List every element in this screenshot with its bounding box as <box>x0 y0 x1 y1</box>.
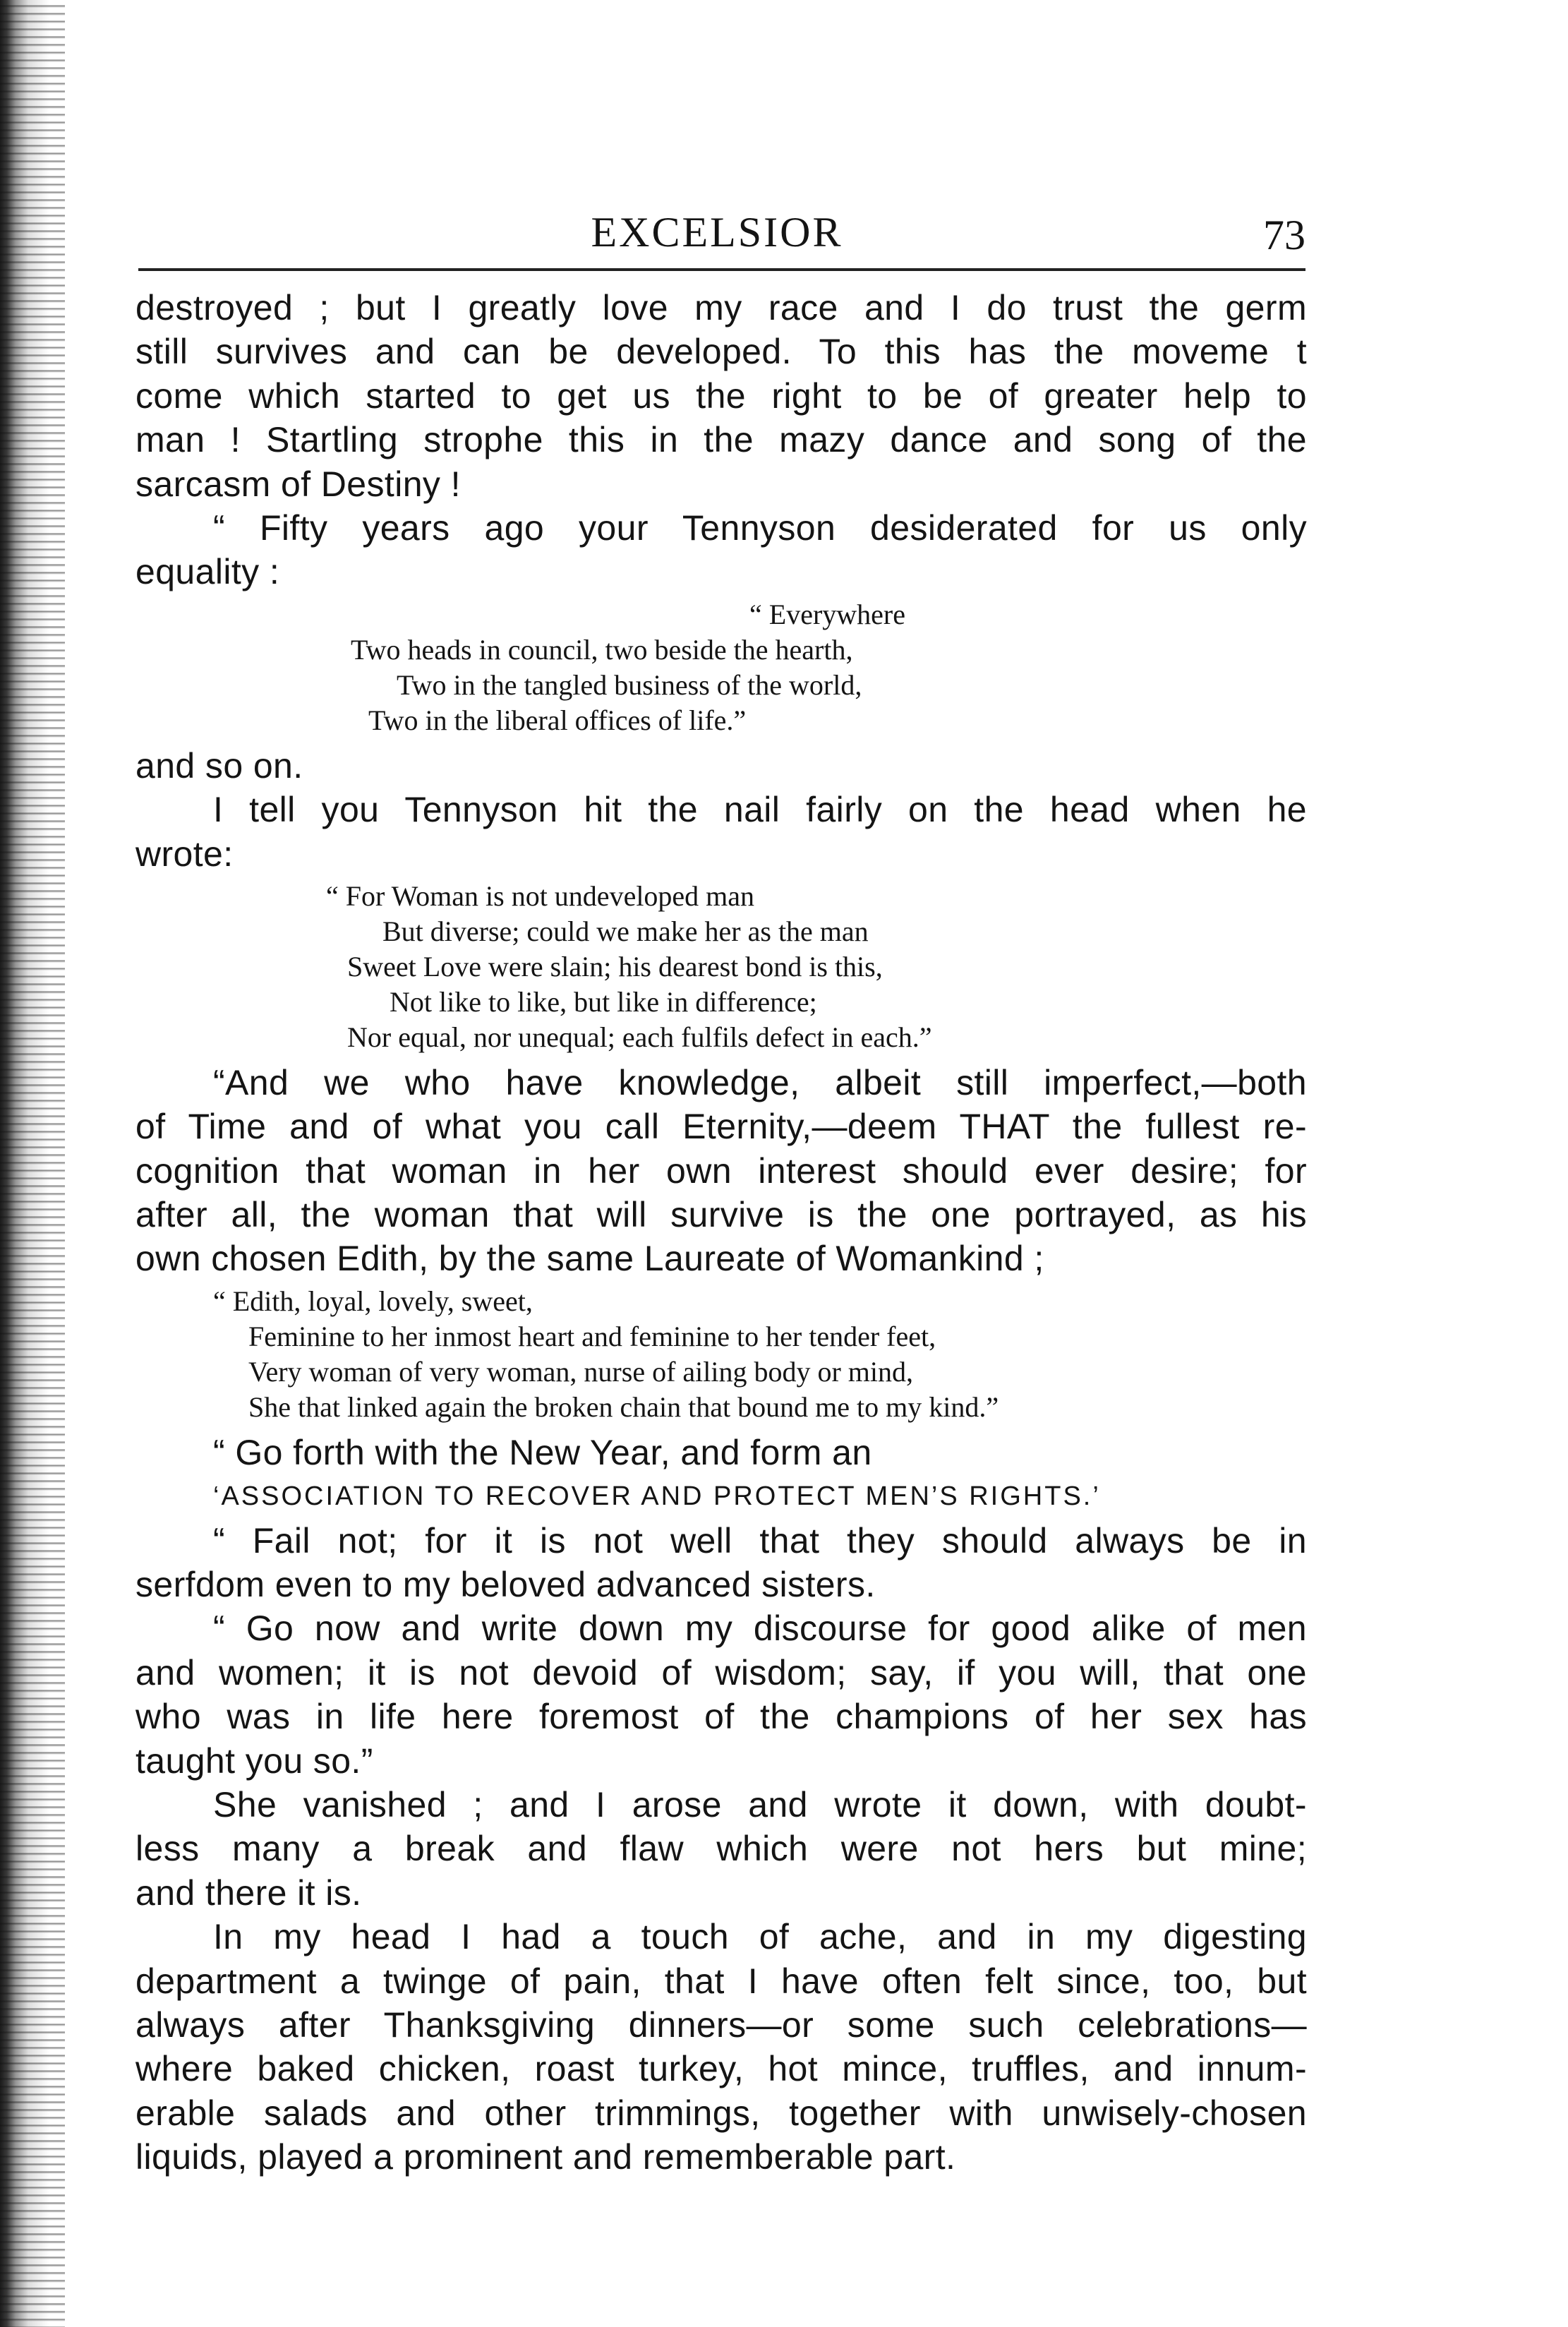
verse-quotation <box>135 1284 1307 1425</box>
text-line: wrote: <box>135 834 234 874</box>
verse-line: Nor equal, nor unequal; each fulfils defect in each.” <box>347 1021 932 1053</box>
verse-line: Not like to like, but like in difference; <box>390 985 817 1018</box>
text-line: serfdom even to my beloved advanced sisters. <box>135 1565 876 1605</box>
text-line: of Time and of what you call Eternity,—deem THAT the fullest re- <box>135 1107 1307 1147</box>
verse-line: Two in the tangled business of the world, <box>397 668 862 701</box>
running-title: EXCELSIOR <box>591 209 843 255</box>
text-line: erable salads and other trimmings, together with unwisely-chosen <box>135 2093 1307 2133</box>
text-line: equality : <box>135 552 280 592</box>
text-line: liquids, played a prominent and rememberable part. <box>135 2137 956 2177</box>
text-line: I tell you Tennyson hit the nail fairly on the head when he <box>213 790 1307 830</box>
text-line: “ Go forth with the New Year, and form an <box>213 1432 872 1472</box>
text-line: In my head I had a touch of ache, and in my digesting <box>213 1917 1307 1957</box>
verse-line: Two in the liberal offices of life.” <box>368 704 747 736</box>
verse-quotation <box>135 597 1307 738</box>
text-line: “ Fifty years ago your Tennyson desiderated for us only <box>213 507 1307 548</box>
text-line: and women; it is not devoid of wisdom; say, if you will, that one <box>135 1652 1307 1692</box>
scanned-binding-edge <box>0 0 65 2327</box>
verse-quotation <box>135 879 1307 1055</box>
verse-line: “ Edith, loyal, lovely, sweet, <box>213 1285 533 1317</box>
verse-line: She that linked again the broken chain that bound me to my kind.” <box>248 1390 999 1423</box>
running-head <box>138 208 1305 272</box>
text-line: and so on. <box>135 745 303 786</box>
verse-line: But diverse; could we make her as the man <box>382 915 869 947</box>
text-line: department a twinge of pain, that I have often felt since, too, but <box>135 1961 1307 2001</box>
verse-line: Very woman of very woman, nurse of ailing body or mind, <box>248 1355 914 1388</box>
text-line: come which started to get us the right to be of greater help to <box>135 375 1307 416</box>
verse-line: “ Everywhere <box>749 598 905 630</box>
text-line: ‘ASSOCIATION TO RECOVER AND PROTECT MEN’S RIGHTS.’ <box>213 1481 1101 1512</box>
text-line: She vanished ; and I arose and wrote it down, with doubt- <box>213 1784 1307 1824</box>
text-line: “ Fail not; for it is not well that they should always be in <box>213 1520 1307 1561</box>
text-line: “And we who have knowledge, albeit still imperfect,—both <box>213 1062 1307 1102</box>
body-text <box>135 286 1307 2179</box>
page-number: 73 <box>1263 212 1305 258</box>
text-line: less many a break and flaw which were not hers but mine; <box>135 1829 1307 1869</box>
text-line: man ! Startling strophe this in the mazy dance and song of the <box>135 420 1307 460</box>
verse-line: Sweet Love were slain; his dearest bond is this, <box>347 950 883 982</box>
text-line: always after Thanksgiving dinners—or some such celebrations— <box>135 2004 1307 2045</box>
text-line: and there it is. <box>135 1872 362 1913</box>
text-line: cognition that woman in her own interest should ever desire; for <box>135 1150 1307 1191</box>
text-line: who was in life here foremost of the champions of her sex has <box>135 1697 1307 1737</box>
text-line: sarcasm of Destiny ! <box>135 464 461 504</box>
text-line: “ Go now and write down my discourse for good alike of men <box>213 1609 1307 1649</box>
text-line: still survives and can be developed. To this has the moveme t <box>135 332 1307 372</box>
header-rule <box>138 268 1305 271</box>
text-line: destroyed ; but I greatly love my race and I do trust the germ <box>135 288 1307 327</box>
text-line: after all, the woman that will survive is the one portrayed, as his <box>135 1195 1307 1235</box>
verse-line: “ For Woman is not undeveloped man <box>326 879 755 912</box>
text-line: where baked chicken, roast turkey, hot mince, truffles, and innum- <box>135 2049 1307 2089</box>
text-line: own chosen Edith, by the same Laureate of Womankind ; <box>135 1239 1044 1279</box>
verse-line: Two heads in council, two beside the hearth, <box>351 633 853 666</box>
verse-line: Feminine to her inmost heart and feminine to her tender feet, <box>248 1320 936 1352</box>
text-line: taught you so.” <box>135 1740 373 1781</box>
